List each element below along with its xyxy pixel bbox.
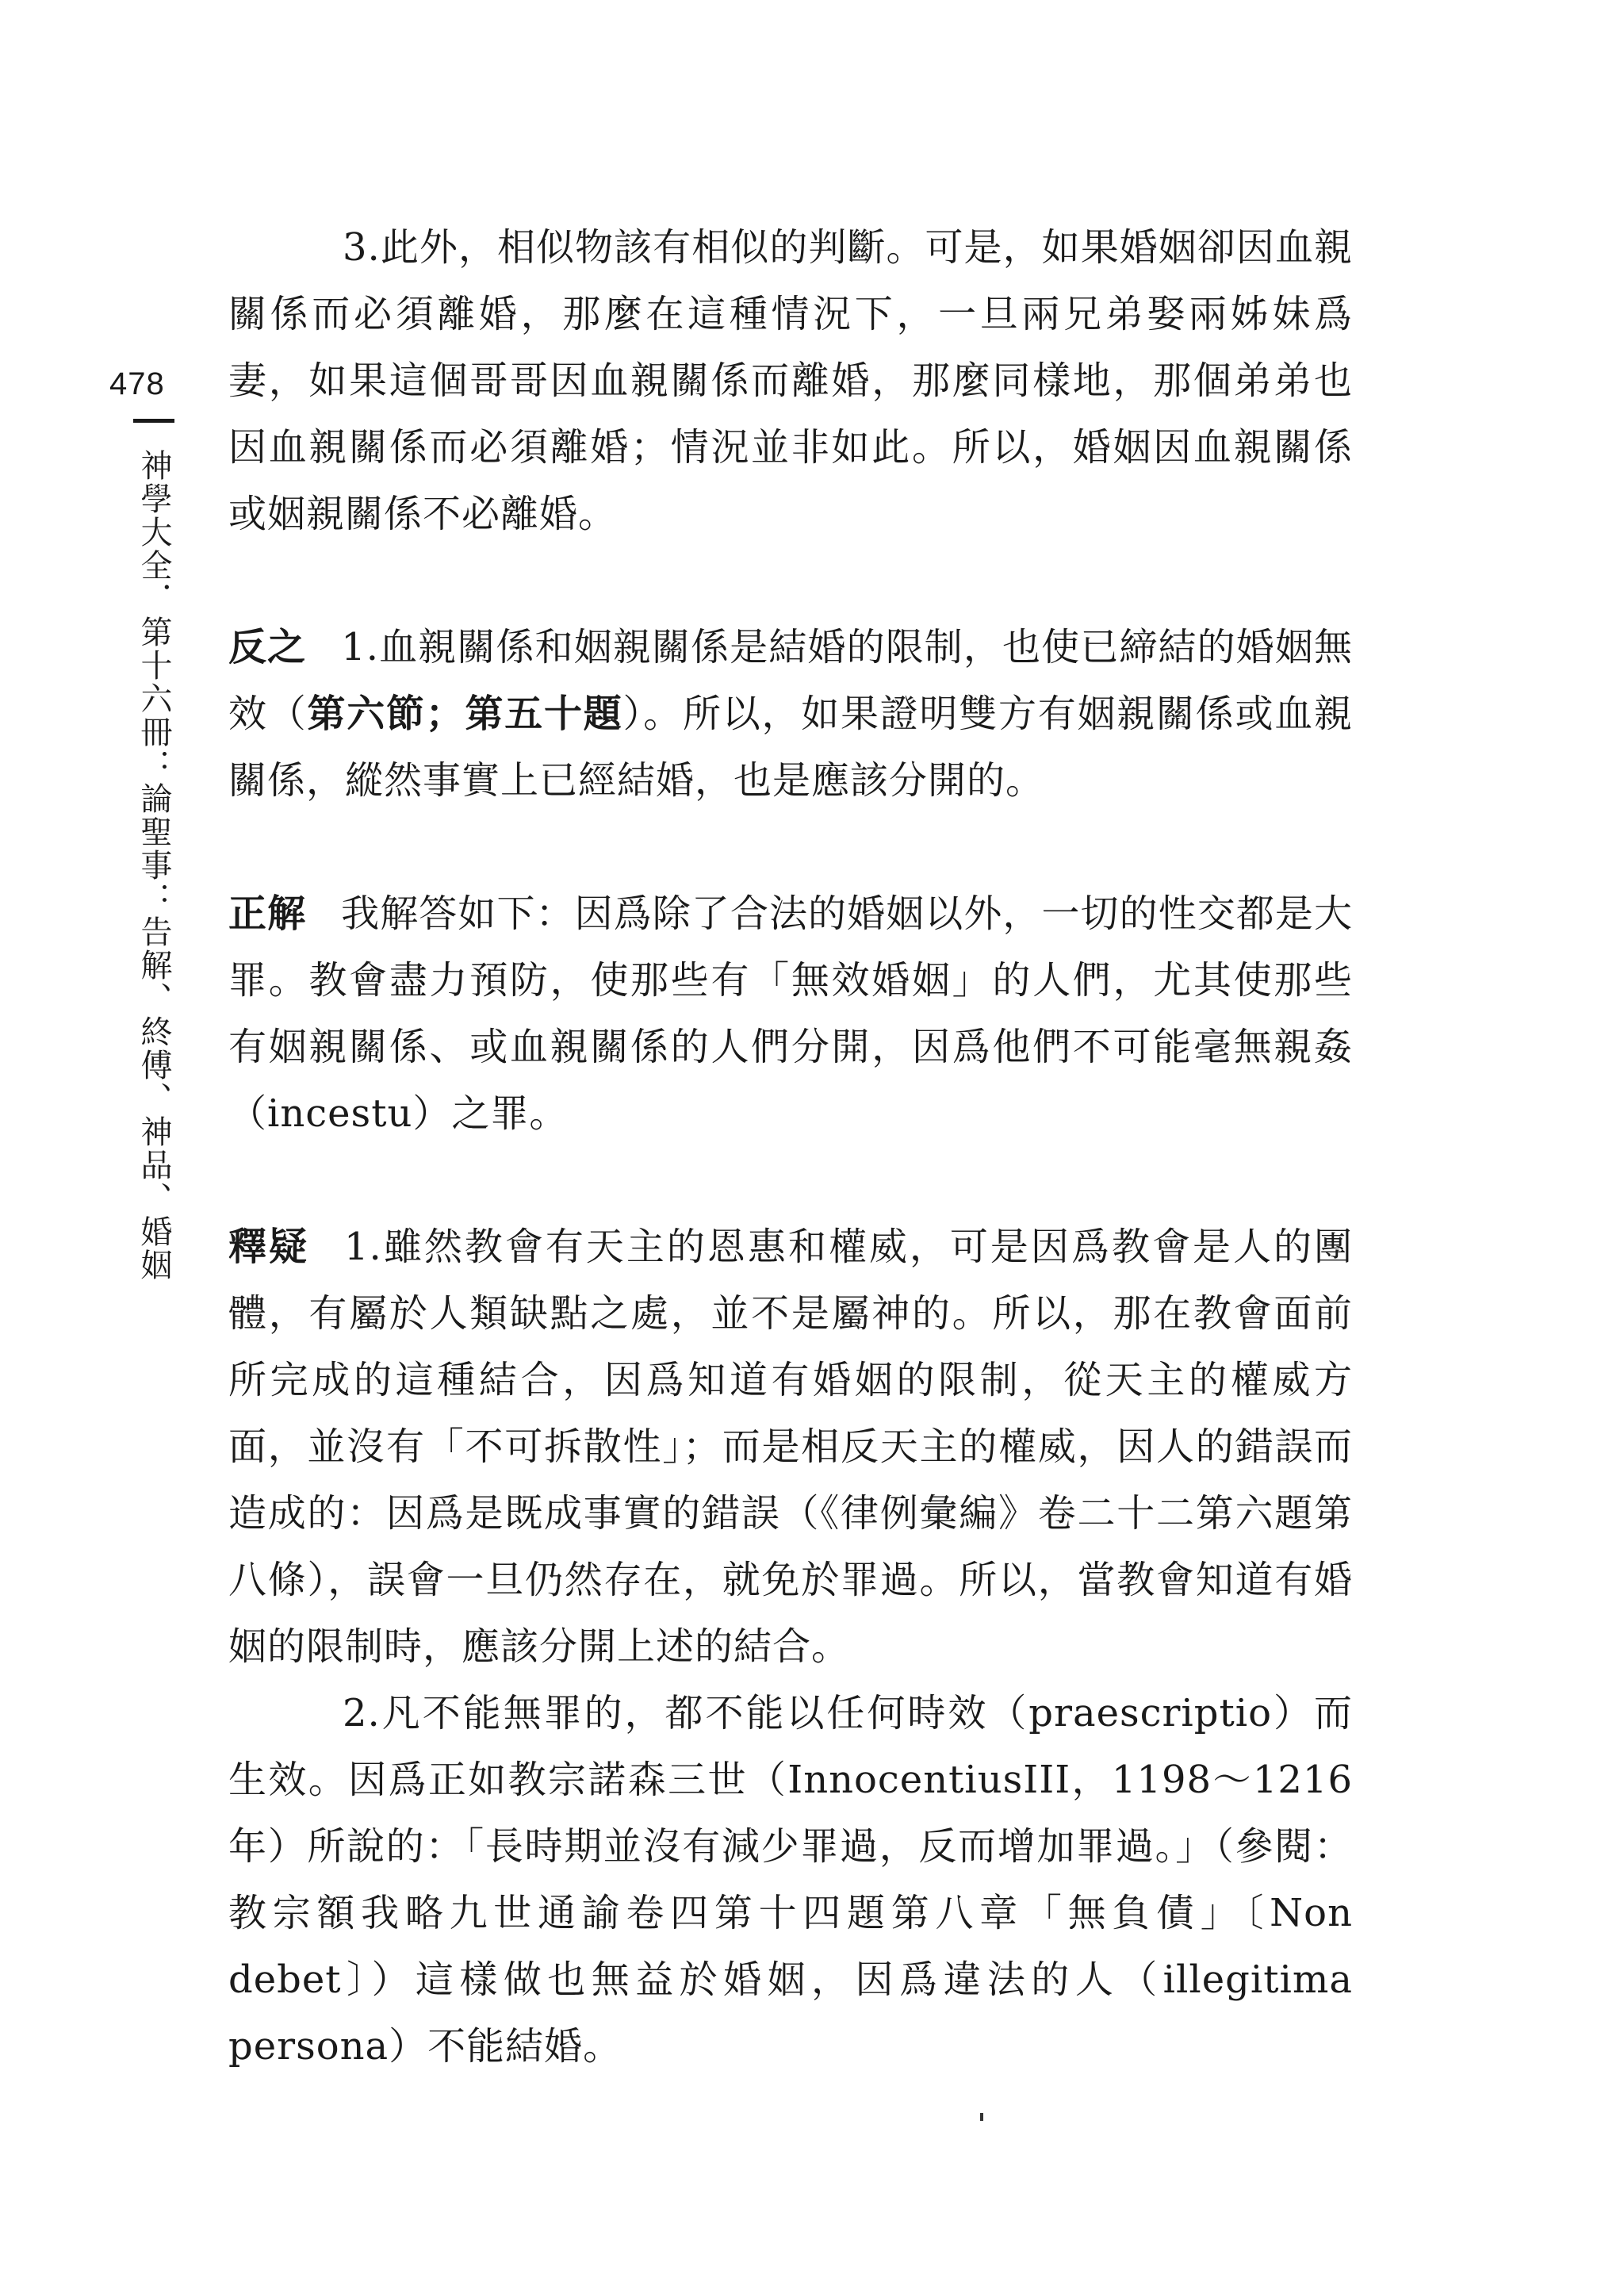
sed-contra-text-a: 1.血親關係和姻親關係是結婚的限制，也使已締結的婚姻無效（ xyxy=(228,625,1353,736)
stray-mark xyxy=(980,2113,983,2121)
reply-2-paragraph: 2.凡不能無罪的，都不能以任何時效（praescriptio）而生效。因爲正如教宗諾森三世（InnocentiusIII，1198～1216年）所說的：「長時期並沒有減少罪過，反而增加罪過。」（參閱：教宗額我略九世通諭卷四第十四題第八章「無負債」〔Non debet〕）這樣做也無益於婚姻，因爲違法的人（illegitima persona）不能結婚。 xyxy=(228,1691,1353,2069)
objection-3-paragraph: 3.此外，相似物該有相似的判斷。可是，如果婚姻卻因血親關係而必須離婚，那麼在這種情況下，一旦兩兄弟娶兩姊妹爲妻，如果這個哥哥因血親關係而離婚，那麼同樣地，那個弟弟也因血親關係而必須離婚；情況並非如此。所以，婚姻因血親關係或姻親關係不必離婚。 xyxy=(228,225,1353,536)
respondeo-paragraph xyxy=(228,880,1353,1147)
margin-rule xyxy=(133,419,174,423)
running-head: 神學大全．第十六冊：論聖事：告解、終傅、神品、婚姻 xyxy=(136,449,172,1282)
sed-contra-text-b: ）。所以，如果證明雙方有姻親關係或血親關係，縱然事實上已經結婚，也是應該分開的。 xyxy=(228,692,1353,803)
sed-contra-label: 反之 xyxy=(228,625,307,669)
sed-contra-paragraph xyxy=(228,614,1353,814)
replies-label: 釋疑 xyxy=(228,1225,310,1269)
page-body xyxy=(228,214,1353,2080)
page-number: 478 xyxy=(109,366,165,401)
reply-1-paragraph xyxy=(228,1214,1353,1680)
sed-contra-reference: 第六節；第五十題 xyxy=(307,692,623,736)
reply-1-text: 1.雖然教會有天主的恩惠和權威，可是因爲教會是人的團體，有屬於人類缺點之處，並不是屬神的。所以，那在教會面前所完成的這種結合，因爲知道有婚姻的限制，從天主的權威方面，並沒有「不可拆散性」；而是相反天主的權威，因人的錯誤而造成的：因爲是既成事實的錯誤（《律例彙編》卷二十二第六題第八條），誤會一旦仍然存在，就免於罪過。所以，當教會知道有婚姻的限制時，應該分開上述的結合。 xyxy=(228,1225,1353,1669)
respondeo-label: 正解 xyxy=(228,892,307,936)
respondeo-text: 我解答如下：因爲除了合法的婚姻以外，一切的性交都是大罪。教會盡力預防，使那些有「無效婚姻」的人們，尤其使那些有姻親關係、或血親關係的人們分開，因爲他們不可能毫無親姦（incestu）之罪。 xyxy=(228,892,1353,1136)
